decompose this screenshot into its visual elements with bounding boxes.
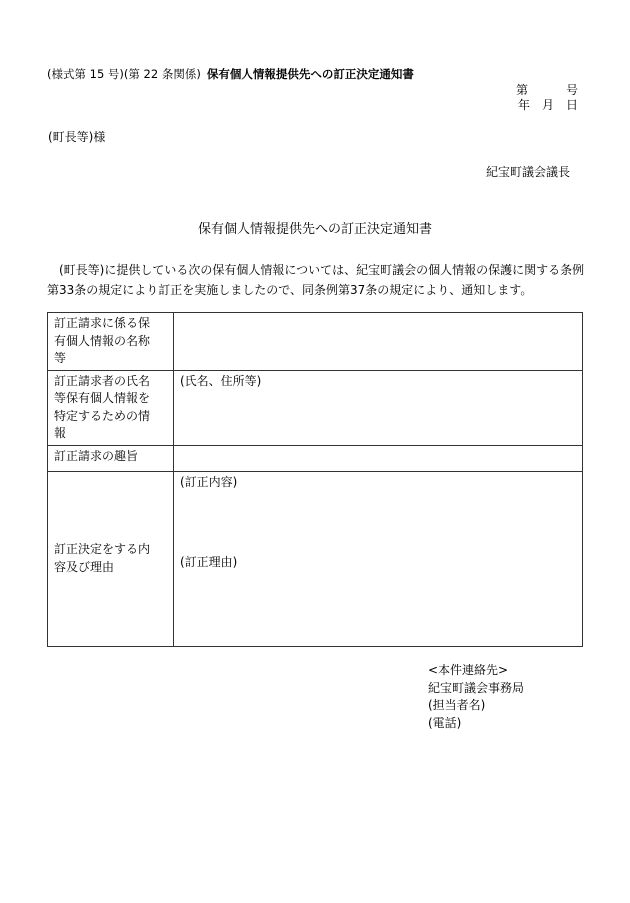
notice-table: [47, 312, 583, 647]
body-text: [47, 260, 587, 300]
correction-reason-label: (訂正理由): [180, 554, 238, 569]
contact-heading: <本件連絡先>: [428, 663, 509, 677]
row-value: [174, 313, 583, 371]
date-day: 日: [565, 98, 578, 112]
row-value: [174, 471, 583, 646]
row-label: 訂正請求に係る保 有個人情報の名称 等: [48, 313, 174, 371]
row-label: 訂正決定をする内 容及び理由: [48, 471, 174, 646]
body-line-1: (町長等)に提供している次の保有個人情報については、紀宝町議会の個人情報の保護に関する条例: [59, 263, 585, 277]
contact-phone: (電話): [428, 715, 462, 730]
table-row: [48, 445, 583, 471]
body-line-2: 第33条の規定により訂正を実施しましたので、同条例第37条の規定により、通知します。: [47, 283, 533, 297]
addressee: (町長等)様: [48, 130, 106, 144]
row-label: 訂正請求者の氏名 等保有個人情報を 特定するための情 報: [48, 370, 174, 445]
form-header: [47, 66, 414, 82]
form-header-title: 保有個人情報提供先への訂正決定通知書: [206, 67, 414, 81]
document-date: [518, 96, 578, 113]
date-year: 年: [517, 98, 530, 112]
date-month: 月: [541, 98, 554, 112]
document-number-suffix: 号: [565, 83, 578, 97]
correction-content-label: (訂正内容): [180, 474, 238, 489]
form-reference: (様式第 15 号)(第 22 条関係): [47, 67, 201, 81]
contact-block: [428, 662, 524, 732]
contact-person: (担当者名): [428, 698, 486, 712]
table-row: [48, 471, 583, 646]
contact-office: 紀宝町議会事務局: [428, 680, 525, 695]
document-number-prefix: 第: [515, 83, 528, 97]
row-label: 訂正請求の趣旨: [48, 445, 174, 471]
sender: 紀宝町議会議長: [485, 165, 570, 179]
row-value: [174, 445, 583, 471]
table-row: [48, 370, 583, 445]
row-value: (氏名、住所等): [174, 370, 583, 445]
document-title: 保有個人情報提供先への訂正決定通知書: [197, 222, 432, 237]
table-row: [48, 313, 583, 371]
